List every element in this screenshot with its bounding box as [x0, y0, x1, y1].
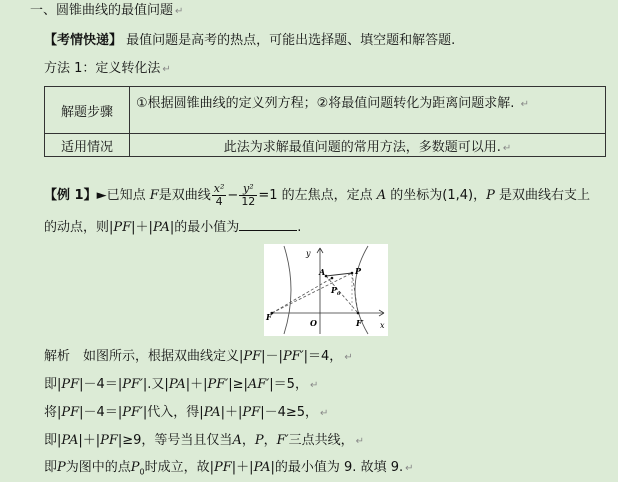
label-F2: F′ — [356, 318, 364, 328]
label-y: y — [306, 249, 311, 258]
point-F2 — [357, 312, 360, 315]
paragraph-mark-icon: ↵ — [355, 436, 364, 447]
paragraph-mark-icon: ↵ — [162, 64, 171, 75]
x-axis-arrow — [379, 310, 384, 313]
example-label: 【例 1】 — [44, 188, 97, 203]
table-row — [45, 87, 606, 134]
table-body-usage: 此法为求解最值问题的常用方法，多数题可以用. ↵ — [130, 134, 606, 157]
segment-F-P0 — [272, 278, 332, 313]
exam-tip-label: 【考情快递】 — [44, 33, 123, 48]
label-A: A — [319, 267, 326, 277]
answer-blank — [239, 218, 297, 231]
table-body-steps: ①根据圆锥曲线的定义列方程；②将最值问题转化为距离问题求解. ↵ — [130, 87, 606, 134]
hyperbola-left-branch — [284, 246, 291, 334]
fraction-x2-4: $\frac{\text{x²}}{4}$ — [213, 182, 225, 208]
example-line-2: 的动点，则|PF|＋|PA|的最小值为 . — [44, 220, 302, 235]
label-O: O — [310, 318, 317, 328]
y-axis-arrow — [317, 248, 320, 253]
paragraph-mark-icon: ↵ — [520, 99, 529, 110]
paragraph-mark-icon: ↵ — [344, 352, 353, 363]
hyperbola-figure — [264, 244, 388, 336]
point-P0 — [331, 277, 334, 280]
label-P0: $P_0$ — [331, 285, 341, 297]
solution-line-4: 即|PA|＋|PF|≥9，等号当且仅当A，P，F′三点共线， ↵ — [44, 433, 364, 448]
method-table — [44, 86, 606, 157]
exam-tip — [44, 32, 455, 50]
solution-line-3: 将|PF|－4＝|PF′|代入，得|PA|＋|PF|－4≥5， ↵ — [44, 405, 329, 420]
exam-tip-text: 最值问题是高考的热点，可能出选择题、填空题和解答题. — [126, 33, 456, 48]
table-row — [45, 134, 606, 157]
point-P — [351, 272, 354, 275]
solution-line-1: 解析 如图所示，根据双曲线定义|PF|－|PF′|＝4， ↵ — [44, 349, 353, 364]
fraction-y2-12: $\frac{\text{y²}}{12}$ — [241, 182, 256, 208]
solution-line-5: 即P为图中的点$P_0$时成立，故|PF|＋|PA|的最小值为 9. 故填 9. ↵ — [44, 460, 414, 477]
segment-A-P — [326, 273, 352, 276]
section-title: 一、圆锥曲线的最值问题 ↵ — [30, 3, 184, 18]
paragraph-mark-icon: ↵ — [405, 463, 414, 474]
label-P: P — [355, 266, 362, 276]
label-F: F — [266, 312, 272, 322]
method-title: 方法 1：定义转化法 ↵ — [44, 61, 171, 76]
paragraph-mark-icon: ↵ — [502, 142, 512, 154]
solution-line-2: 即|PF|－4＝|PF′|.又|PA|＋|PF′|≥|AF′|＝5， ↵ — [44, 377, 319, 392]
label-x: x — [380, 321, 385, 330]
paragraph-mark-icon: ↵ — [175, 6, 184, 17]
y-axis-arrow — [320, 248, 323, 253]
paragraph-mark-icon: ↵ — [320, 408, 329, 419]
example-line-1: 【例 1】►已知点 F是双曲线 $\frac{\text{x²}}{4}$ − $\frac{\text{y²}}{12}$ =1 的左焦点，定点 A 的坐标为(1,4)，P 是双曲线右支上 — [44, 182, 591, 208]
table-head-steps: 解题步骤 — [45, 87, 130, 134]
x-axis-arrow — [379, 313, 384, 316]
paragraph-mark-icon: ↵ — [309, 380, 319, 391]
table-head-usage: 适用情况 — [45, 134, 130, 157]
arrow-icon: ► — [96, 188, 107, 203]
